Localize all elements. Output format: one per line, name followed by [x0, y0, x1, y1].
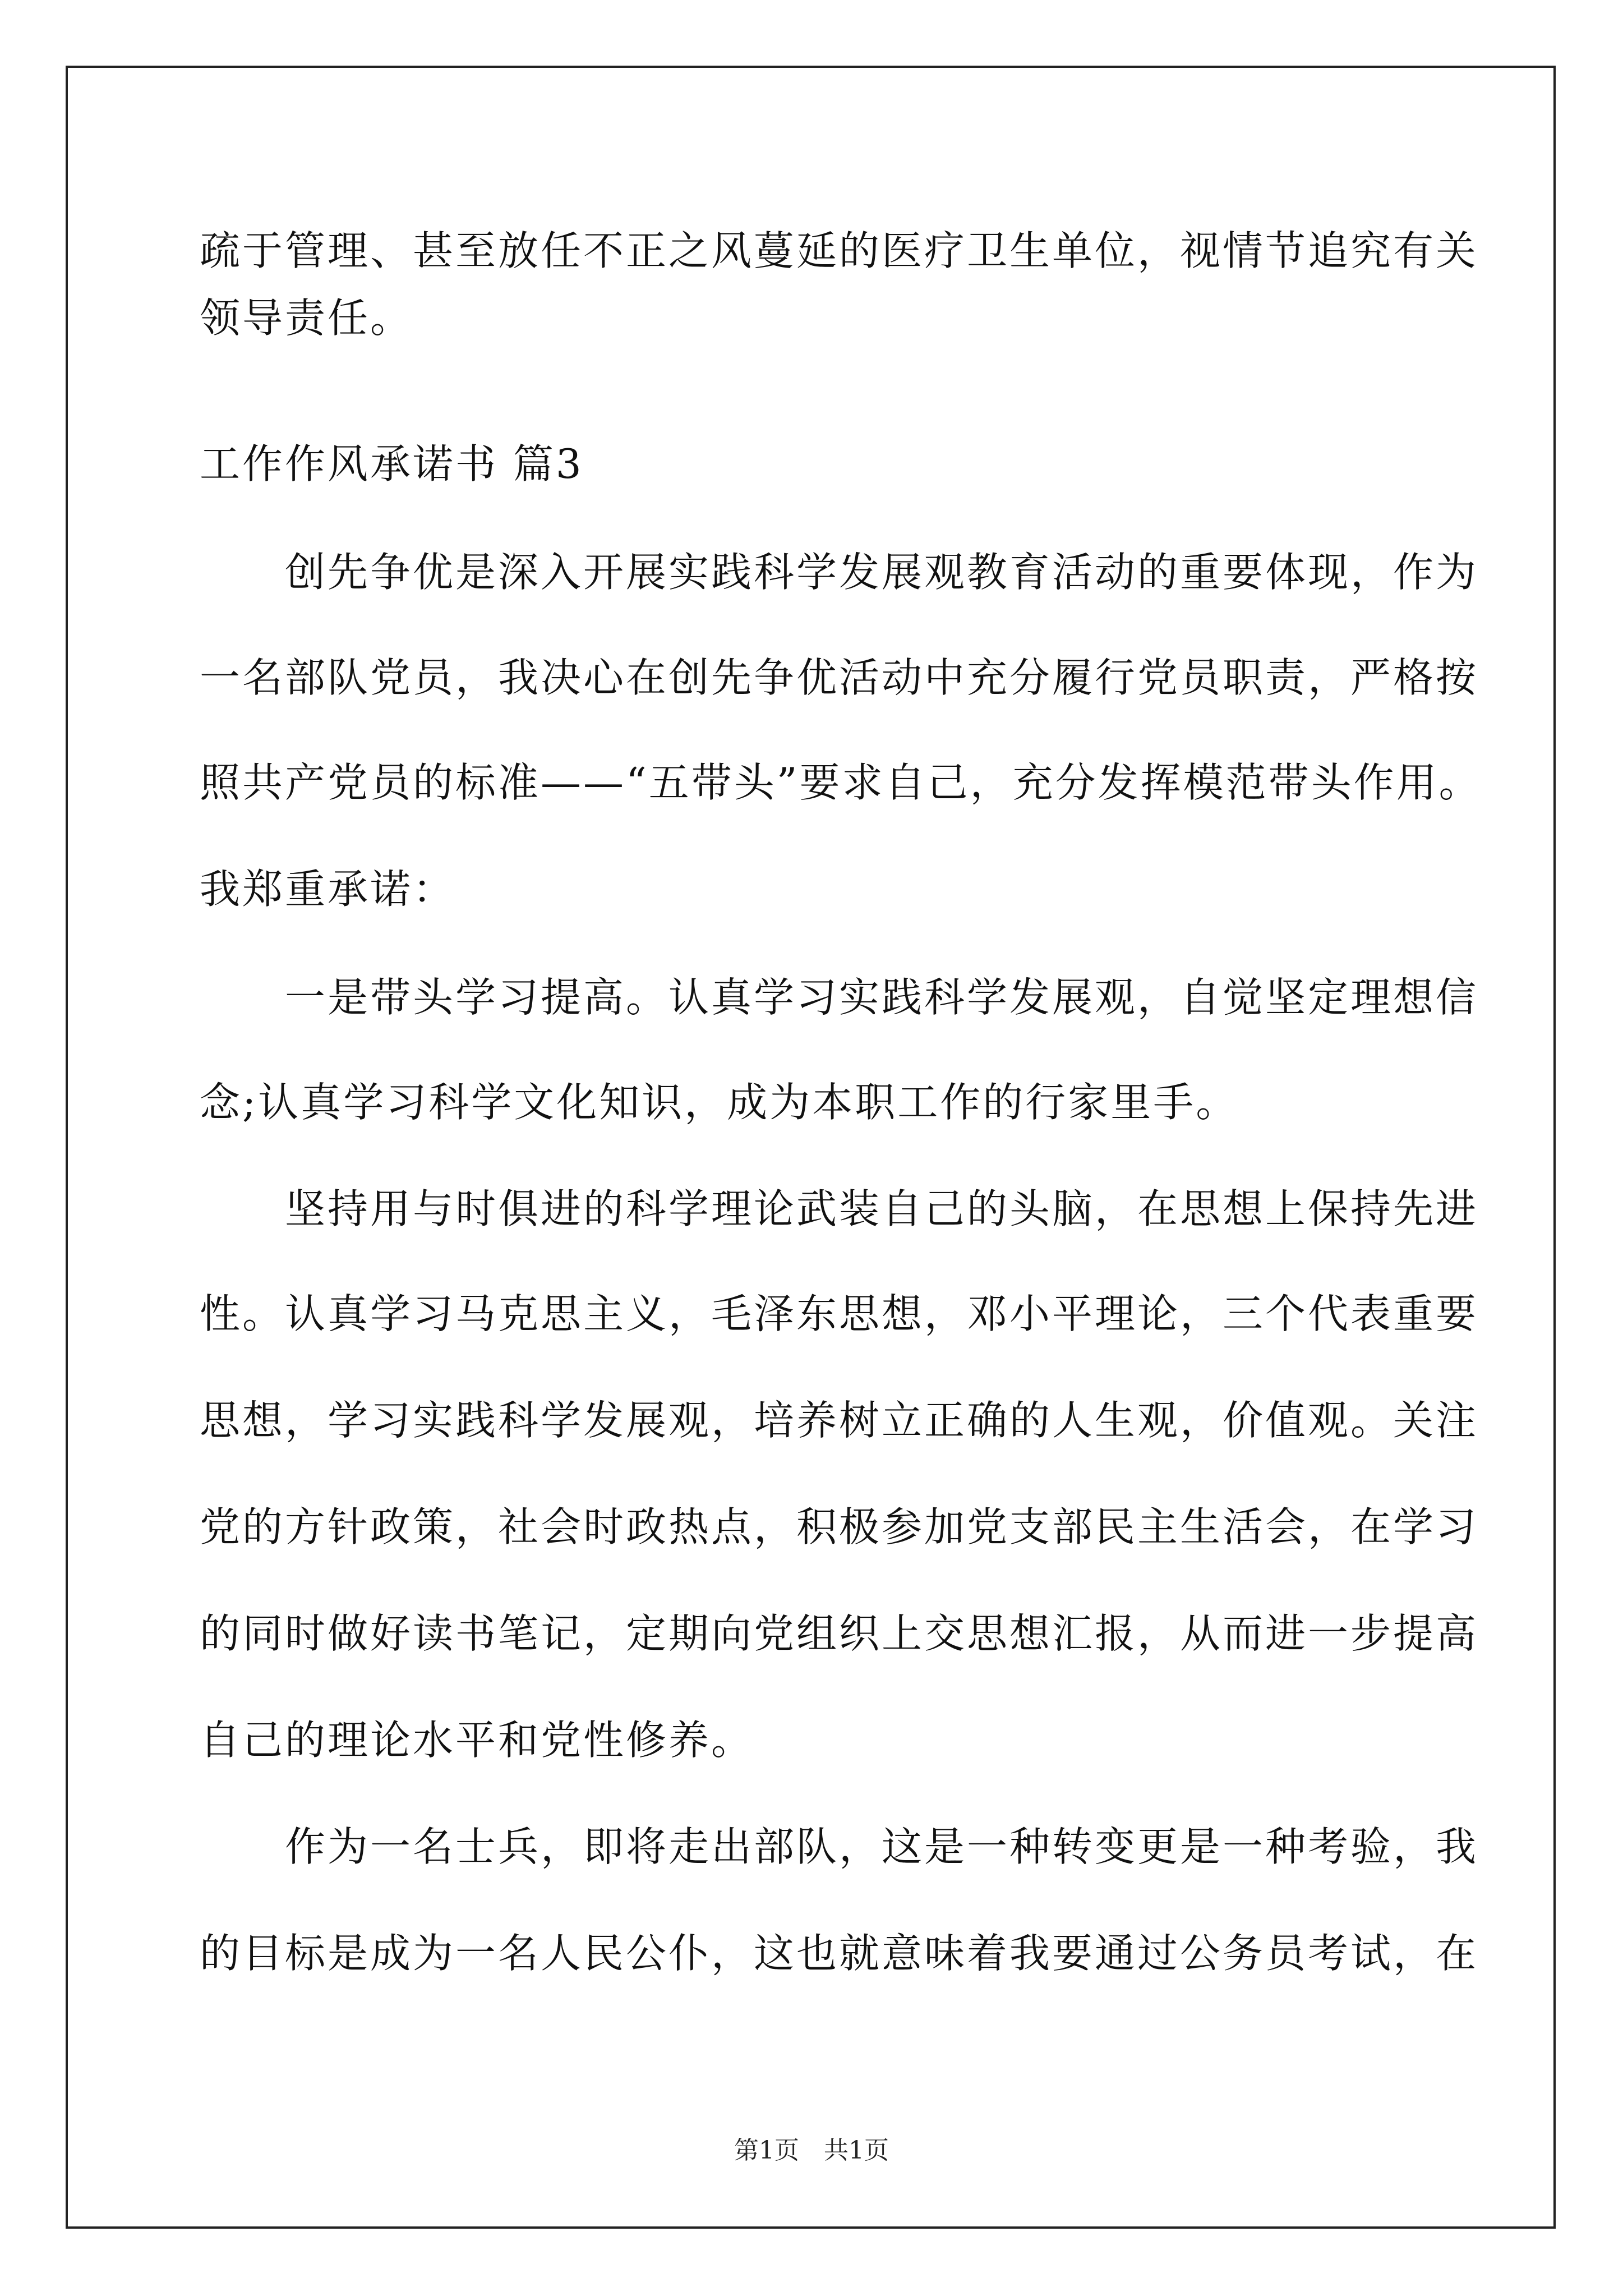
text-line: 思想，学习实践科学发展观，培养树立正确的人生观，价值观。关注	[200, 1397, 1479, 1444]
page-number-footer: 第1页 共1页	[734, 2136, 889, 2165]
text-line: 一是带头学习提高。认真学习实践科学发展观，自觉坚定理想信	[200, 974, 1479, 1021]
text-line: 疏于管理、甚至放任不正之风蔓延的医疗卫生单位，视情节追究有关	[200, 227, 1479, 274]
text-line: 领导责任。	[200, 295, 413, 342]
text-line: 性。认真学习马克思主义，毛泽东思想，邓小平理论，三个代表重要	[200, 1290, 1479, 1337]
text-line: 念;认真学习科学文化知识，成为本职工作的行家里手。	[200, 1079, 1239, 1126]
text-line: 我郑重承诺：	[200, 866, 456, 913]
text-line: 的同时做好读书笔记，定期向党组织上交思想汇报，从而进一步提高	[200, 1610, 1479, 1657]
text-line: 自己的理论水平和党性修养。	[200, 1717, 754, 1764]
text-line: 作为一名士兵，即将走出部队，这是一种转变更是一种考验，我	[200, 1823, 1479, 1870]
text-line: 的目标是成为一名人民公仆，这也就意味着我要通过公务员考试，在	[200, 1930, 1479, 1977]
text-line: 创先争优是深入开展实践科学发展观教育活动的重要体现，作为	[200, 549, 1479, 596]
text-line: 坚持用与时俱进的科学理论武装自己的头脑，在思想上保持先进	[200, 1185, 1479, 1232]
text-line: 一名部队党员，我决心在创先争优活动中充分履行党员职责，严格按	[200, 654, 1479, 701]
text-line: 照共产党员的标准——“五带头”要求自己，充分发挥模范带头作用。	[200, 759, 1482, 806]
section-heading: 工作作风承诺书 篇3	[200, 440, 584, 487]
text-line: 党的方针政策，社会时政热点，积极参加党支部民主生活会，在学习	[200, 1503, 1479, 1550]
page-border	[66, 66, 1556, 2229]
